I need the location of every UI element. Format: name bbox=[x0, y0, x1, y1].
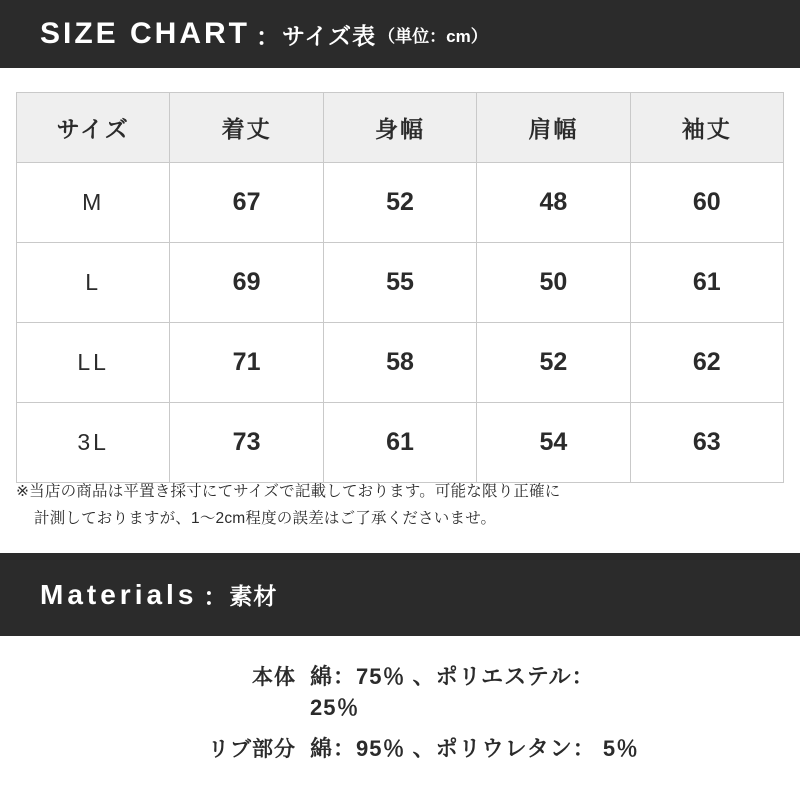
cell-chest-width: 58 bbox=[323, 323, 476, 403]
table-row bbox=[17, 323, 784, 403]
size-chart-header-band bbox=[0, 0, 800, 68]
row-size-label: LL bbox=[17, 323, 170, 403]
table-row bbox=[17, 403, 784, 483]
cell-chest-width: 52 bbox=[323, 163, 476, 243]
column-header-chest-width: 身幅 bbox=[323, 93, 476, 163]
table-header-row bbox=[17, 93, 784, 163]
materials-value-body: 綿：75％ 、ポリエステル：25％ bbox=[310, 664, 595, 720]
size-chart-subtitle: サイズ表 bbox=[282, 22, 377, 49]
row-size-label: L bbox=[17, 243, 170, 323]
table-row bbox=[17, 243, 784, 323]
table-row bbox=[17, 163, 784, 243]
cell-sleeve-length: 60 bbox=[630, 163, 783, 243]
cell-shoulder-width: 48 bbox=[477, 163, 630, 243]
materials-title-colon: ： bbox=[203, 584, 228, 611]
footer-spacer bbox=[0, 790, 800, 800]
cell-shoulder-width: 54 bbox=[477, 403, 630, 483]
cell-chest-width: 61 bbox=[323, 403, 476, 483]
column-header-shoulder-width: 肩幅 bbox=[477, 93, 630, 163]
materials-body bbox=[0, 660, 800, 773]
size-table bbox=[16, 92, 784, 483]
measurement-note bbox=[16, 478, 784, 532]
cell-sleeve-length: 62 bbox=[630, 323, 783, 403]
cell-shoulder-width: 50 bbox=[477, 243, 630, 323]
size-chart-title: SIZE CHART bbox=[40, 17, 250, 50]
cell-length: 69 bbox=[170, 243, 323, 323]
column-header-sleeve-length: 袖丈 bbox=[630, 93, 783, 163]
cell-length: 71 bbox=[170, 323, 323, 403]
cell-sleeve-length: 63 bbox=[630, 403, 783, 483]
measurement-note-line-2: 計測しておりますが、1〜2cm程度の誤差はご了承くださいませ。 bbox=[34, 510, 497, 528]
cell-length: 73 bbox=[170, 403, 323, 483]
materials-value-rib: 綿：95％ 、ポリウレタン： 5％ bbox=[310, 736, 640, 761]
materials-row-rib bbox=[0, 732, 800, 763]
size-table-wrapper bbox=[16, 92, 784, 483]
cell-chest-width: 55 bbox=[323, 243, 476, 323]
column-header-size: サイズ bbox=[17, 93, 170, 163]
column-header-length: 着丈 bbox=[170, 93, 323, 163]
materials-header-band bbox=[0, 553, 800, 636]
materials-subtitle: 素材 bbox=[229, 583, 278, 609]
materials-title: Materials bbox=[40, 578, 198, 610]
row-size-label: 3L bbox=[17, 403, 170, 483]
measurement-note-line-1: ※当店の商品は平置き採寸にてサイズで記載しております。可能な限り正確に bbox=[16, 483, 561, 500]
cell-length: 67 bbox=[170, 163, 323, 243]
materials-label-body: 本体 bbox=[252, 666, 296, 689]
size-chart-title-colon: ： bbox=[256, 23, 280, 51]
cell-sleeve-length: 61 bbox=[630, 243, 783, 323]
materials-label-rib: リブ部分 bbox=[208, 738, 296, 761]
row-size-label: M bbox=[17, 163, 170, 243]
materials-row-body bbox=[0, 660, 800, 722]
size-chart-unit-note: （単位：cm） bbox=[378, 26, 488, 46]
cell-shoulder-width: 52 bbox=[477, 323, 630, 403]
